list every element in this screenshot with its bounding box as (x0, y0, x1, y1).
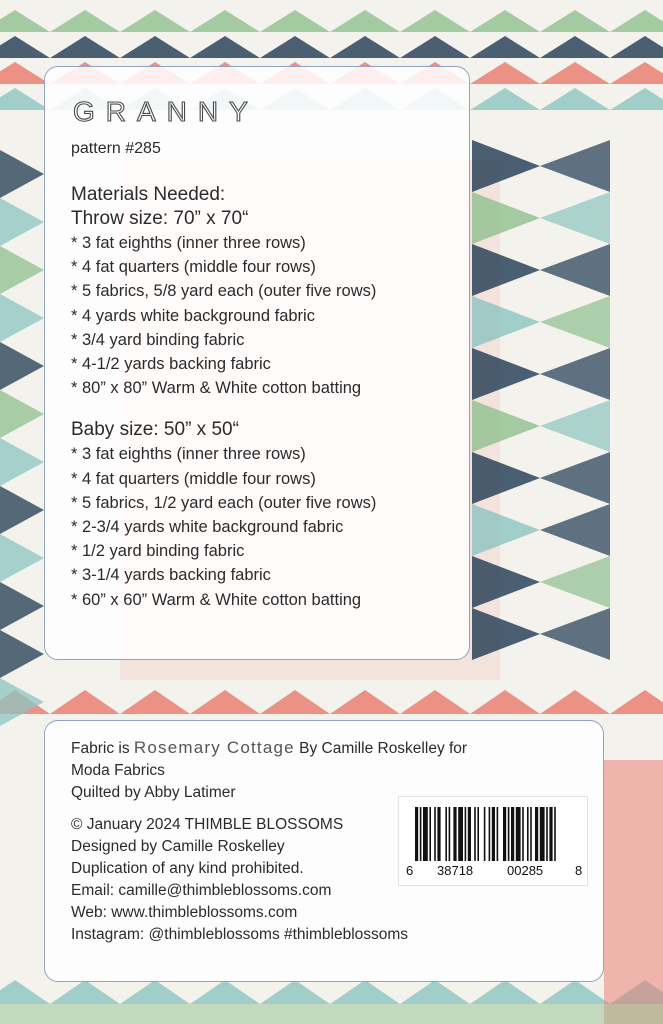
email: Email: camille@thimbleblossoms.com (71, 882, 332, 899)
instagram: Instagram: @thimbleblossoms #thimbleblossoms (71, 926, 409, 943)
list-item: * 4 yards white background fabric (71, 306, 315, 325)
list-item: * 2-3/4 yards white background fabric (71, 518, 344, 537)
barcode-group-right: 00285 (507, 863, 544, 878)
duplication-notice: Duplication of any kind prohibited. (71, 860, 304, 877)
list-item: * 3/4 yard binding fabric (71, 330, 245, 349)
list-item: * 4 fat quarters (middle four rows) (71, 258, 316, 277)
quilted-by: Quilted by Abby Latimer (71, 784, 236, 801)
list-item: * 1/2 yard binding fabric (71, 542, 245, 561)
barcode-group-left: 38718 (437, 863, 474, 878)
fabric-suffix: By Camille Roskelley for (294, 740, 468, 757)
fabric-line-name: Rosemary Cottage (133, 738, 295, 757)
list-item: * 3 fat eighths (inner three rows) (71, 234, 306, 252)
materials-panel (44, 66, 470, 660)
barcode-bars (399, 797, 589, 887)
fabric-manufacturer: Moda Fabrics (71, 762, 165, 779)
list-item: * 3 fat eighths (inner three rows) (71, 445, 306, 464)
barcode-digit-first: 6 (406, 863, 414, 878)
list-item: * 3-1/4 yards backing fabric (71, 566, 271, 585)
list-item: * 60” x 60” Warm & White cotton batting (71, 590, 362, 609)
copyright: © January 2024 THIMBLE BLOSSOMS (71, 816, 344, 833)
materials-heading: Materials Needed: (71, 184, 226, 205)
designed-by: Designed by Camille Roskelley (71, 838, 285, 855)
list-item: * 4 fat quarters (middle four rows) (71, 469, 316, 488)
baby-materials-list (71, 442, 443, 611)
barcode (398, 796, 588, 886)
baby-size-heading: Baby size: 50” x 50“ (71, 419, 239, 441)
web: Web: www.thimbleblossoms.com (71, 904, 298, 921)
barcode-digit-last: 8 (575, 863, 583, 878)
list-item: * 5 fabrics, 5/8 yard each (outer five rows) (71, 282, 377, 301)
fabric-prefix: Fabric is (71, 740, 134, 757)
throw-size-heading: Throw size: 70” x 70“ (71, 208, 249, 229)
throw-materials-list (71, 231, 443, 400)
pattern-number: pattern #285 (71, 140, 161, 157)
list-item: * 5 fabrics, 1/2 yard each (outer five rows) (71, 493, 377, 512)
list-item: * 80” x 80” Warm & White cotton batting (71, 379, 362, 398)
list-item: * 4-1/2 yards backing fabric (71, 355, 271, 374)
fabric-credit (71, 737, 577, 760)
pattern-title: GRANNY (73, 96, 259, 127)
